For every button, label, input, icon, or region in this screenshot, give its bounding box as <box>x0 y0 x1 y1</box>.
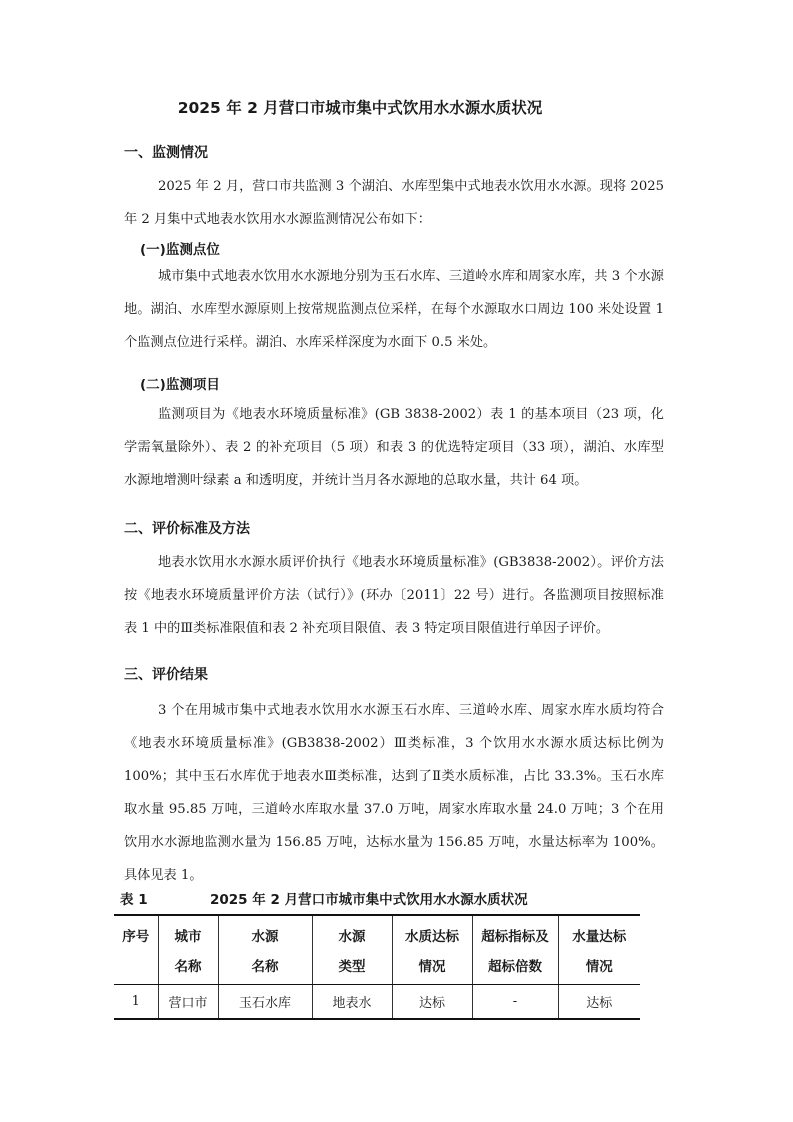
header-exceed: 超标指标及 <box>472 915 558 950</box>
cell-quality: 达标 <box>392 985 472 1020</box>
table-header-row-2 <box>114 950 640 985</box>
cell-volume: 达标 <box>558 985 640 1020</box>
header-city: 城市 <box>158 915 218 950</box>
subsection-heading-items: (二)监测项目 <box>140 377 220 393</box>
header-volume: 水量达标 <box>558 915 640 950</box>
section-heading-standards: 二、评价标准及方法 <box>124 521 250 537</box>
header-index-2 <box>114 950 158 985</box>
header-source-2: 名称 <box>218 950 312 985</box>
cell-exceed: - <box>472 985 558 1020</box>
header-source-type: 水源 <box>312 915 392 950</box>
header-index: 序号 <box>114 915 158 950</box>
water-quality-table <box>114 914 640 1020</box>
table-caption-title: 2025 年 2 月营口市城市集中式饮用水水源水质状况 <box>210 892 528 908</box>
header-source-type-2: 类型 <box>312 950 392 985</box>
header-volume-2: 情况 <box>558 950 640 985</box>
subsection-points-text: 城市集中式地表水饮用水水源地分别为玉石水库、三道岭水库和周家水库，共 3 个水源地。湖泊、水库型水源原则上按常规监测点位采样，在每个水源取水口周边 100 米处设置 1 个监测点位进行采样。湖泊、水库采样深度为水面下 0.5 米处。 <box>124 269 664 350</box>
cell-index: 1 <box>114 985 158 1020</box>
cell-source: 玉石水库 <box>218 985 312 1020</box>
cell-source-type: 地表水 <box>312 985 392 1020</box>
section-heading-monitoring: 一、监测情况 <box>124 145 208 161</box>
subsection-heading-points: (一)监测点位 <box>140 242 220 258</box>
header-source: 水源 <box>218 915 312 950</box>
section-monitoring-intro: 2025 年 2 月，营口市共监测 3 个湖泊、水库型集中式地表水饮用水水源。现将 2025 年 2 月集中式地表水饮用水水源监测情况公布如下： <box>124 179 664 227</box>
header-quality-2: 情况 <box>392 950 472 985</box>
header-quality: 水质达标 <box>392 915 472 950</box>
table-header-row-1 <box>114 915 640 950</box>
table-row <box>114 985 640 1020</box>
table-caption-number: 表 1 <box>120 892 148 908</box>
header-exceed-2: 超标倍数 <box>472 950 558 985</box>
header-city-2: 名称 <box>158 950 218 985</box>
document-title: 2025 年 2 月营口市城市集中式饮用水水源水质状况 <box>177 99 543 117</box>
subsection-items-text: 监测项目为《地表水环境质量标准》(GB 3838-2002）表 1 的基本项目（23 项，化学需氧量除外）、表 2 的补充项目（5 项）和表 3 的优选特定项目（33 项），湖泊、水库型水源地增测叶绿素 a 和透明度，并统计当月各水源地的总取水量，共计 64 项。 <box>124 407 664 488</box>
section-standards-text: 地表水饮用水水源水质评价执行《地表水环境质量标准》(GB3838-2002）。评价方法按《地表水环境质量评价方法（试行）》(环办〔2011〕22 号）进行。各监测项目按照标准表 1 中的Ⅲ类标准限值和表 2 补充项目限值、表 3 特定项目限值进行单因子评价。 <box>124 555 664 636</box>
cell-city: 营口市 <box>158 985 218 1020</box>
section-results-text: 3 个在用城市集中式地表水饮用水水源玉石水库、三道岭水库、周家水库水质均符合《地表水环境质量标准》(GB3838-2002）Ⅲ类标准，3 个饮用水水源水质达标比例为 100%；其中玉石水库优于地表水Ⅲ类标准，达到了Ⅱ类水质标准，占比 33.3%。玉石水库取水量 95.85 万吨，三道岭水库取水量 37.0 万吨，周家水库取水量 24.0 万吨；3 个在用饮用水水源地监测水量为 156.85 万吨，达标水量为 156.85 万吨，水量达标率为 100%。具体见表 1。 <box>124 703 664 883</box>
section-heading-results: 三、评价结果 <box>124 667 208 683</box>
